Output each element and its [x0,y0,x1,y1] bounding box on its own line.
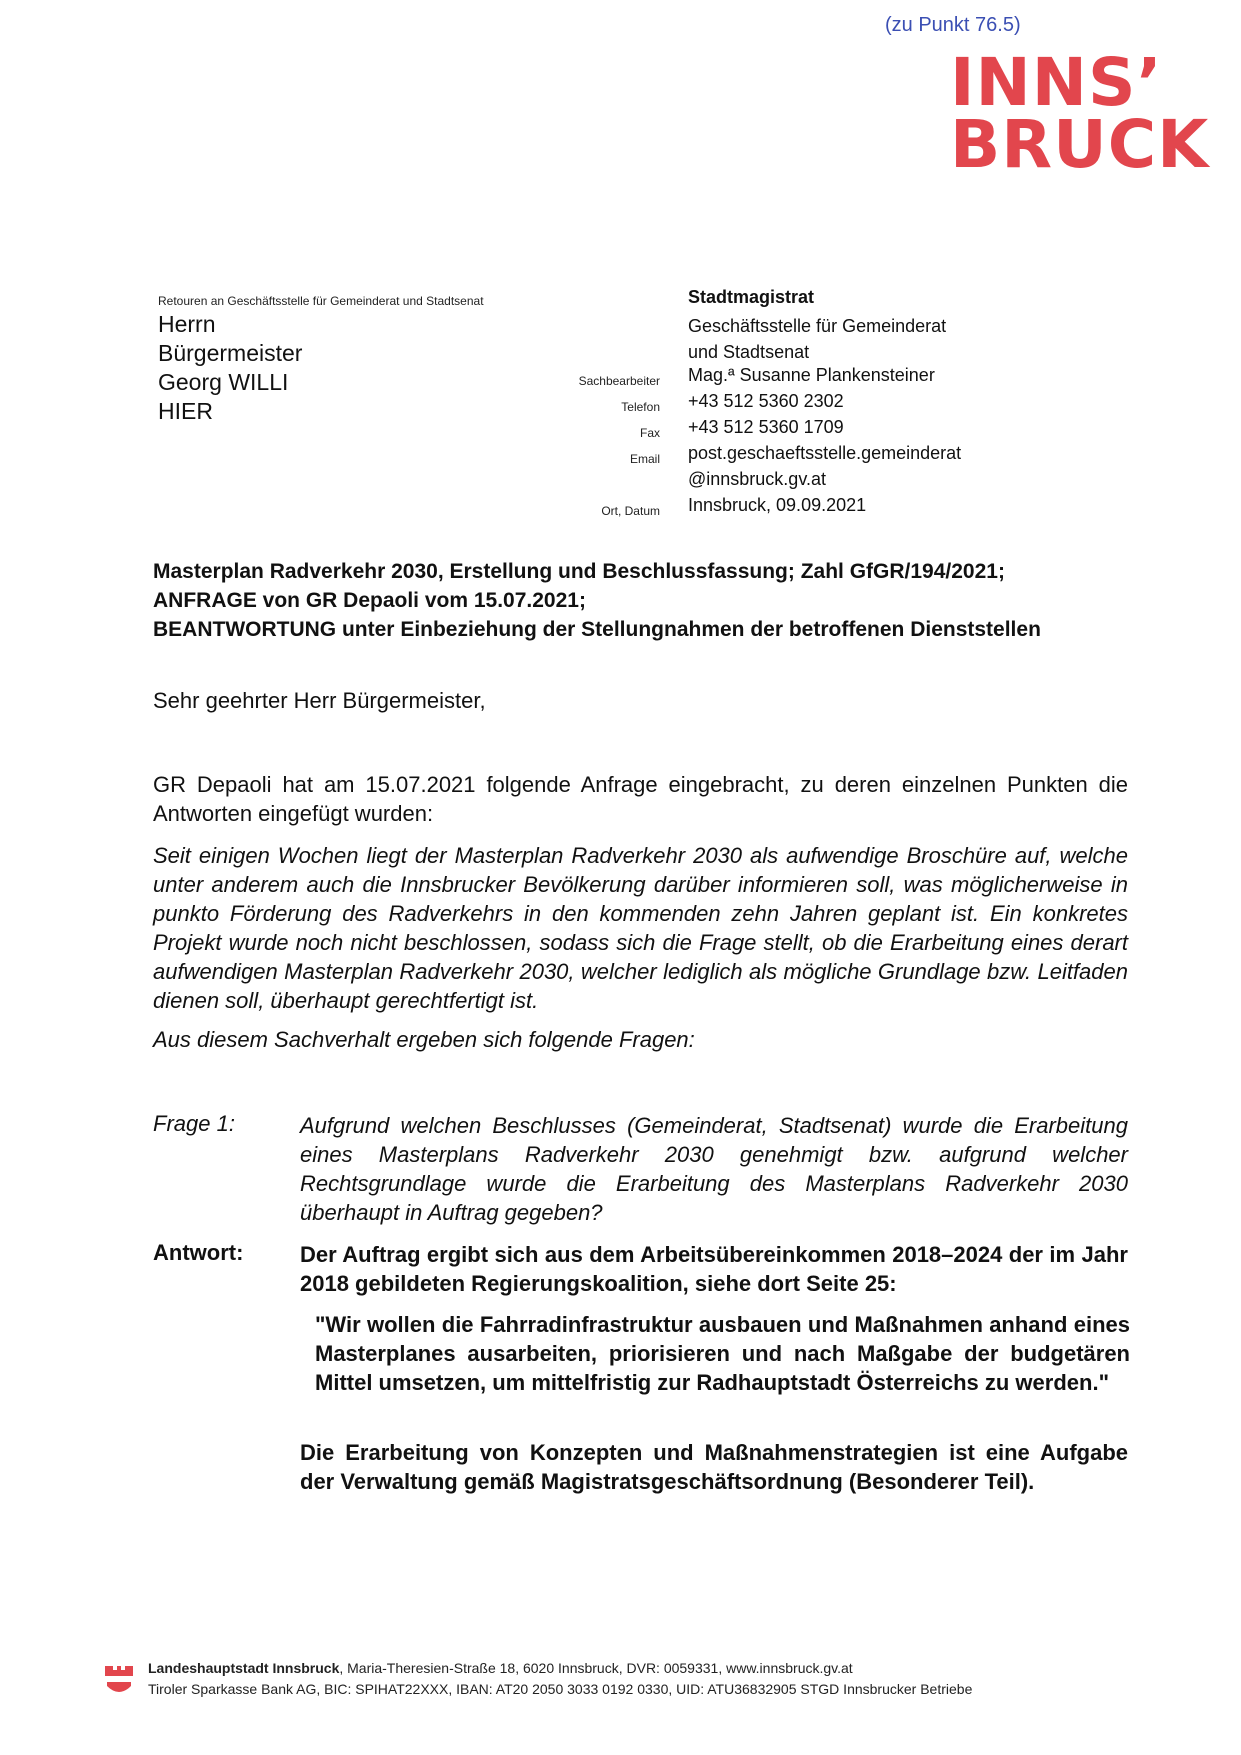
answer-text-2: Die Erarbeitung von Konzepten und Maßnahmenstrategien ist eine Aufgabe der Verwaltung gemäß Magistratsgeschäftsordnung (Besonderer Teil). [300,1440,1128,1494]
subject-line: Masterplan Radverkehr 2030, Erstellung und Beschlussfassung; Zahl GfGR/194/2021; [153,560,1005,583]
value-ort-datum: Innsbruck, 09.09.2021 [688,495,867,515]
value-telefon: +43 512 5360 2302 [688,391,844,411]
question-label: Frage 1: [153,1111,235,1136]
inquiry-paragraph: Seit einigen Wochen liegt der Masterplan Radverkehr 2030 als aufwendige Broschüre auf, welche unter anderem auch die Innsbrucker Bevölkerung darüber informieren soll, was möglicherweise in punkto Förderung des Radverkehrs in den kommenden zehn Jahren geplant ist. Ein konkretes Projekt wurde noch nicht beschlossen, sodass sich die Frage stellt, ob die Erarbeitung eines derart aufwendigen Masterplan Radverkehr 2030, welcher lediglich als mögliche Grundlage bzw. Leitfaden dienen soll, überhaupt gerechtfertigt ist. [153,843,1128,1013]
recipient-line: HIER [158,398,213,424]
greeting: Sehr geehrter Herr Bürgermeister, [153,688,486,713]
logo-line-2: BRUCK [950,106,1210,183]
recipient-line: Georg WILLI [158,369,289,395]
subject-line: BEANTWORTUNG unter Einbeziehung der Stellungnahmen der betroffenen Dienststellen [153,618,1041,641]
sender-org: Stadtmagistrat [688,287,815,307]
answer-label: Antwort: [153,1240,244,1265]
sender-department [688,313,946,365]
city-coat-of-arms-icon [103,1662,135,1696]
subject [153,557,1153,644]
recipient-line: Bürgermeister [158,340,303,366]
inquiry-lead: Aus diesem Sachverhalt ergeben sich folgende Fragen: [153,1027,695,1052]
footer-city-name: Landeshauptstadt Innsbruck [148,1660,340,1676]
sender-dept-line: Geschäftsstelle für Gemeinderat [688,316,947,336]
label-telefon: Telefon [621,400,660,414]
value-email: post.geschaeftsstelle.gemeinderat [688,443,962,463]
sender-dept-line: und Stadtsenat [688,342,810,362]
answer-quote: "Wir wollen die Fahrradinfrastruktur ausbauen und Maßnahmen anhand eines Masterplanes ausarbeiten, priorisieren und nach Maßgabe der budgetären Mittel umsetzen, um mittelfristig zur Radhauptstadt Österreichs zu werden." [315,1312,1130,1395]
value-sachbearbeiter: Mag.ª Susanne Plankensteiner [688,365,935,385]
label-ort-datum: Ort, Datum [601,504,660,518]
subject-line: ANFRAGE von GR Depaoli vom 15.07.2021; [153,589,586,612]
return-address: Retouren an Geschäftsstelle für Gemeinderat und Stadtsenat [158,294,484,308]
agenda-note: (zu Punkt 76.5) [885,14,1021,36]
answer-text: Der Auftrag ergibt sich aus dem Arbeitsübereinkommen 2018–2024 der im Jahr 2018 gebildeten Regierungskoalition, siehe dort Seite 25: [300,1242,1128,1296]
label-fax: Fax [639,426,660,440]
value-fax: +43 512 5360 1709 [688,417,844,437]
question-text: Aufgrund welchen Beschlusses (Gemeinderat, Stadtsenat) wurde die Erarbeitung eines Masterplans Radverkehr 2030 genehmigt bzw. aufgrund welcher Rechtsgrundlage wurde die Erarbeitung des Masterplans Radverkehr 2030 überhaupt in Auftrag gegeben? [300,1113,1128,1225]
value-email-domain: @innsbruck.gv.at [688,469,826,489]
footer-address-line [148,1660,853,1676]
logo-line-1: INNS’ [950,44,1163,121]
recipient-line: Herrn [158,311,216,337]
label-sachbearbeiter: Sachbearbeiter [578,374,660,388]
recipient-address [158,310,302,426]
footer-address: , Maria-Theresien-Straße 18, 6020 Innsbruck, DVR: 0059331, www.innsbruck.gv.at [339,1660,853,1676]
footer-bank-line: Tiroler Sparkasse Bank AG, BIC: SPIHAT22XXX, IBAN: AT20 2050 3033 0192 0330, UID: ATU36832905 STGD Innsbrucker Betriebe [148,1681,973,1697]
label-email: Email [629,452,660,466]
innsbruck-logo [950,44,1210,183]
intro-paragraph: GR Depaoli hat am 15.07.2021 folgende Anfrage eingebracht, zu deren einzelnen Punkten die Antworten eingefügt wurden: [153,772,1128,826]
